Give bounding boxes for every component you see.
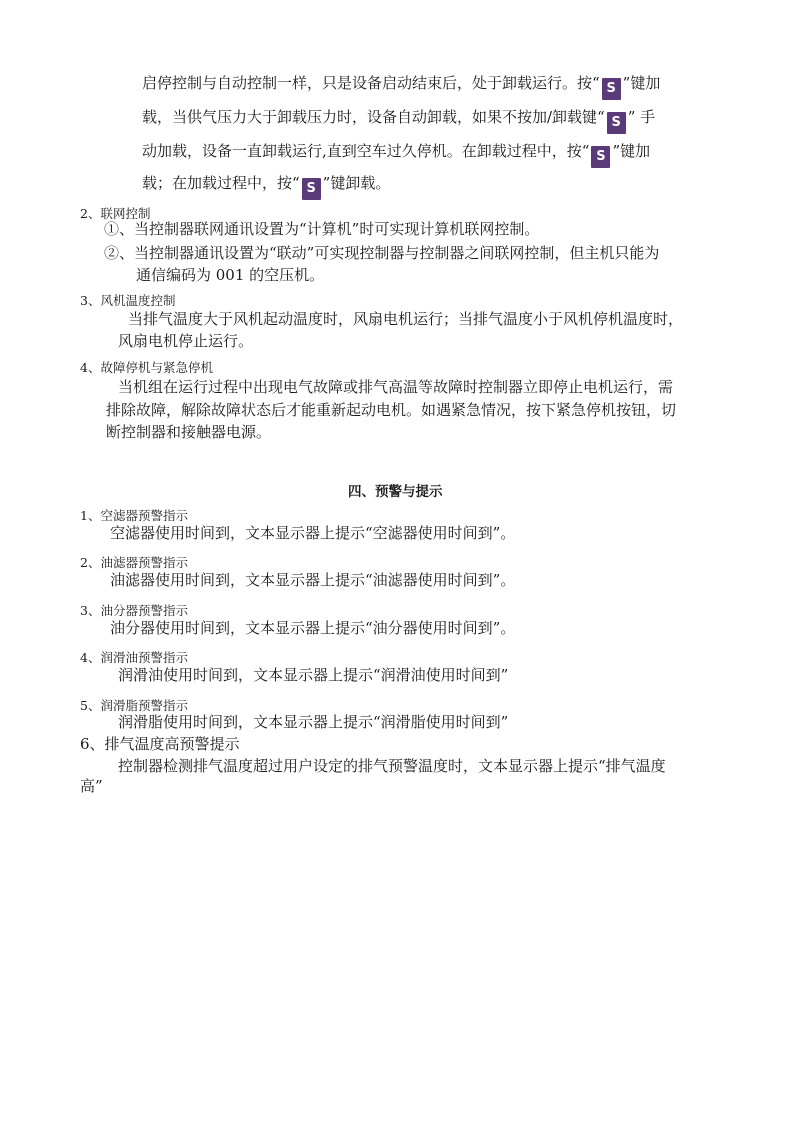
manual-line-3: 动加载，设备一直卸载运行,直到空车过久停机。在卸载过程中，按“ S ”键加 [142, 140, 650, 168]
separator-heading: 3、油分器预警指示 [80, 603, 188, 618]
exhaust-temp-line-2: 高” [80, 777, 103, 795]
separator-text: 油分器使用时间到，文本显示器上提示“油分器使用时间到”。 [110, 619, 516, 637]
air-filter-text: 空滤器使用时间到，文本显示器上提示“空滤器使用时间到”。 [110, 524, 516, 542]
lube-oil-text: 润滑油使用时间到，文本显示器上提示“润滑油使用时间到” [118, 666, 509, 684]
grease-text: 润滑脂使用时间到，文本显示器上提示“润滑脂使用时间到” [118, 713, 509, 731]
network-item-1: ①、当控制器联网通讯设置为“计算机”时可实现计算机联网控制。 [104, 220, 540, 238]
network-heading: 2、联网控制 [80, 206, 151, 221]
grease-heading: 5、润滑脂预警指示 [80, 698, 188, 713]
oil-filter-heading: 2、油滤器预警指示 [80, 555, 188, 570]
s-key-icon: S [302, 178, 321, 200]
exhaust-temp-line-1: 控制器检测排气温度超过用户设定的排气预警温度时，文本显示器上提示“排气温度 [118, 757, 666, 775]
manual-line-4: 载；在加载过程中，按“ S ”键卸载。 [142, 172, 390, 200]
s-key-icon: S [602, 78, 621, 100]
air-filter-heading: 1、空滤器预警指示 [80, 508, 188, 523]
network-item-2: ②、当控制器通讯设置为“联动”可实现控制器与控制器之间联网控制，但主机只能为 [104, 244, 660, 262]
manual-line-2: 载，当供气压力大于卸载压力时，设备自动卸载，如果不按加/卸载键“ S ” 手 [142, 106, 655, 134]
s-key-icon: S [607, 112, 626, 134]
fault-line-1: 当机组在运行过程中出现电气故障或排气高温等故障时控制器立即停止电机运行，需 [118, 378, 674, 396]
network-item-2-cont: 通信编码为 001 的空压机。 [136, 266, 325, 284]
fault-heading: 4、故障停机与紧急停机 [80, 360, 213, 375]
fan-line-1: 当排气温度大于风机起动温度时，风扇电机运行；当排气温度小于风机停机温度时， [128, 310, 684, 328]
fan-heading: 3、风机温度控制 [80, 293, 176, 308]
fault-line-2: 排除故障，解除故障状态后才能重新起动电机。如遇紧急情况，按下紧急停机按钮，切 [106, 401, 677, 419]
fault-line-3: 断控制器和接触器电源。 [106, 423, 272, 441]
fan-line-2: 风扇电机停止运行。 [118, 332, 254, 350]
oil-filter-text: 油滤器使用时间到，文本显示器上提示“油滤器使用时间到”。 [110, 571, 516, 589]
warnings-section-title: 四、预警与提示 [348, 484, 443, 500]
exhaust-temp-heading: 6、排气温度高预警提示 [80, 735, 240, 753]
lube-oil-heading: 4、润滑油预警指示 [80, 650, 188, 665]
manual-line-1: 启停控制与自动控制一样，只是设备启动结束后，处于卸载运行。按“ S ”键加 [142, 72, 660, 100]
s-key-icon: S [591, 146, 610, 168]
